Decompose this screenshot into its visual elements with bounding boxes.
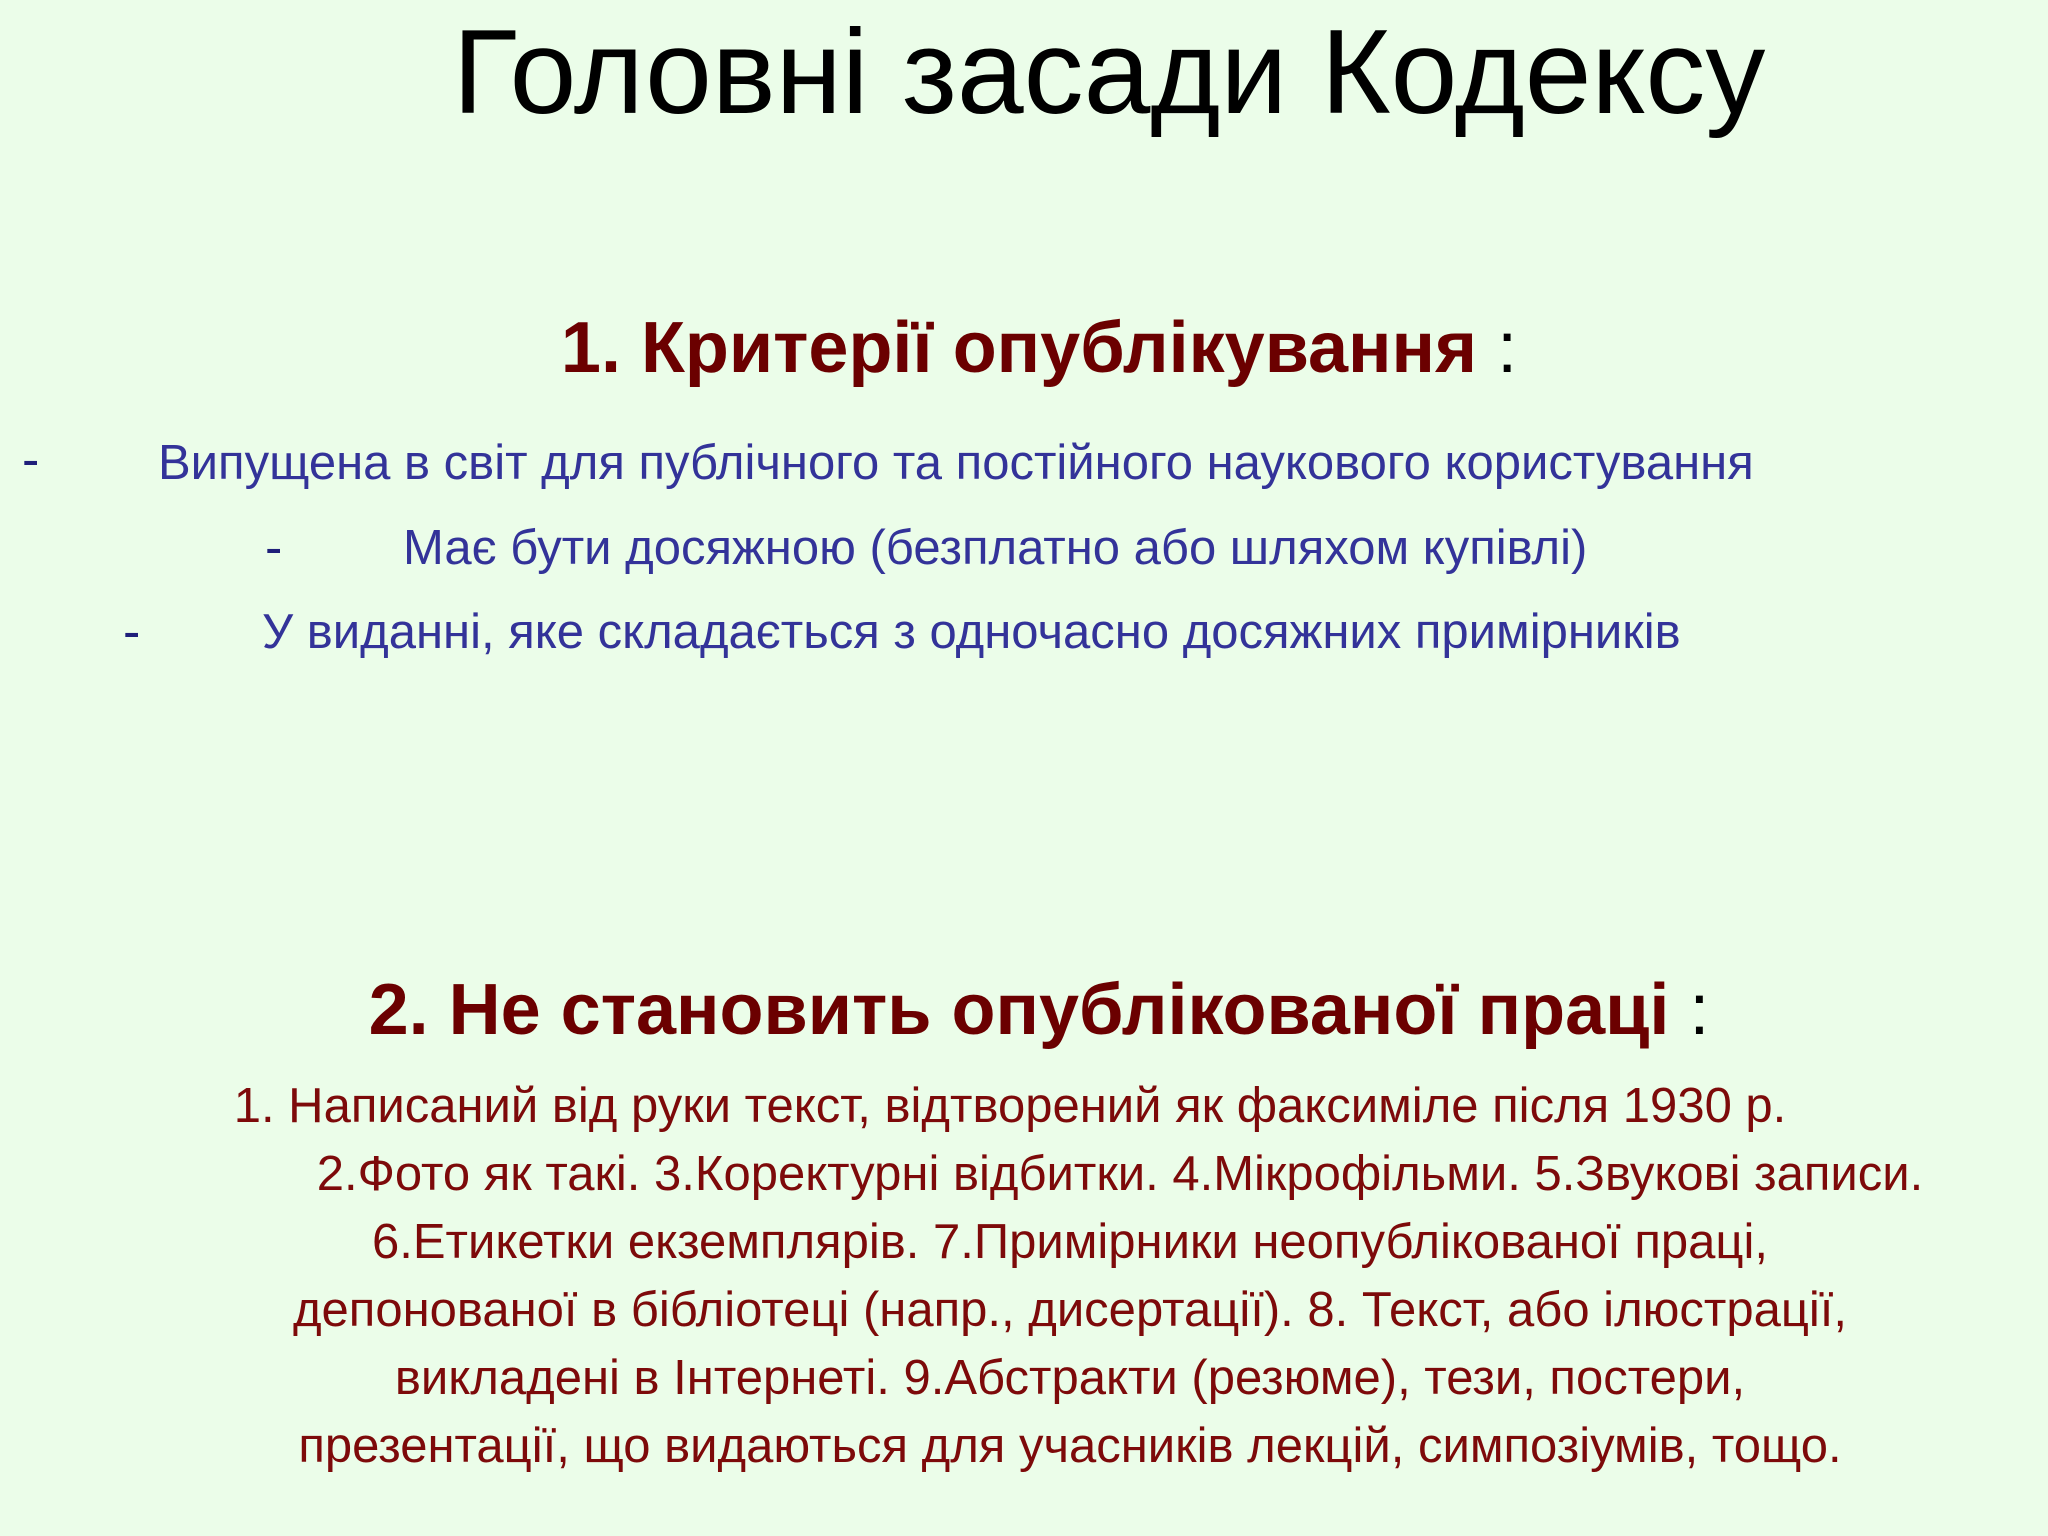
list-dash: -	[265, 519, 283, 577]
section2-heading-text: 2. Не становить опублікованої праці	[368, 970, 1670, 1050]
section1-heading-text: 1. Критерії опублікування	[560, 308, 1478, 388]
list-item: Випущена в світ для публічного та постійного наукового користування	[158, 436, 1754, 490]
body-line: 1. Написаний від руки текст, відтворений як факсиміле після 1930 р.	[233, 1079, 1787, 1133]
body-line: викладені в Інтернеті. 9.Абстракти (резюме), тези, постери,	[394, 1351, 1746, 1405]
list-item: У виданні, яке складається з одночасно досяжних примірників	[262, 605, 1681, 659]
slide-title: Головні засади Кодексу	[452, 5, 1766, 139]
body-line: 6.Етикетки екземплярів. 7.Примірники неопублікованої праці,	[372, 1215, 1768, 1269]
list-dash: -	[123, 603, 141, 661]
list-item: Має бути досяжною (безплатно або шляхом купівлі)	[403, 521, 1588, 575]
section1-heading	[0, 306, 2048, 390]
section2-heading	[0, 968, 2048, 1052]
section2-body	[100, 1072, 2040, 1480]
body-line: 2.Фото як такі. 3.Коректурні відбитки. 4.Мікрофільми. 5.Звукові записи.	[316, 1147, 1924, 1201]
section1-heading-colon: :	[1497, 308, 1518, 388]
section2-heading-colon: :	[1689, 970, 1710, 1050]
body-line: депонованої в бібліотеці (напр., дисертації). 8. Текст, або ілюстрації,	[292, 1283, 1848, 1337]
body-line: презентації, що видаються для учасників лекцій, симпозіумів, тощо.	[298, 1419, 1842, 1473]
list-dash: -	[22, 431, 40, 489]
